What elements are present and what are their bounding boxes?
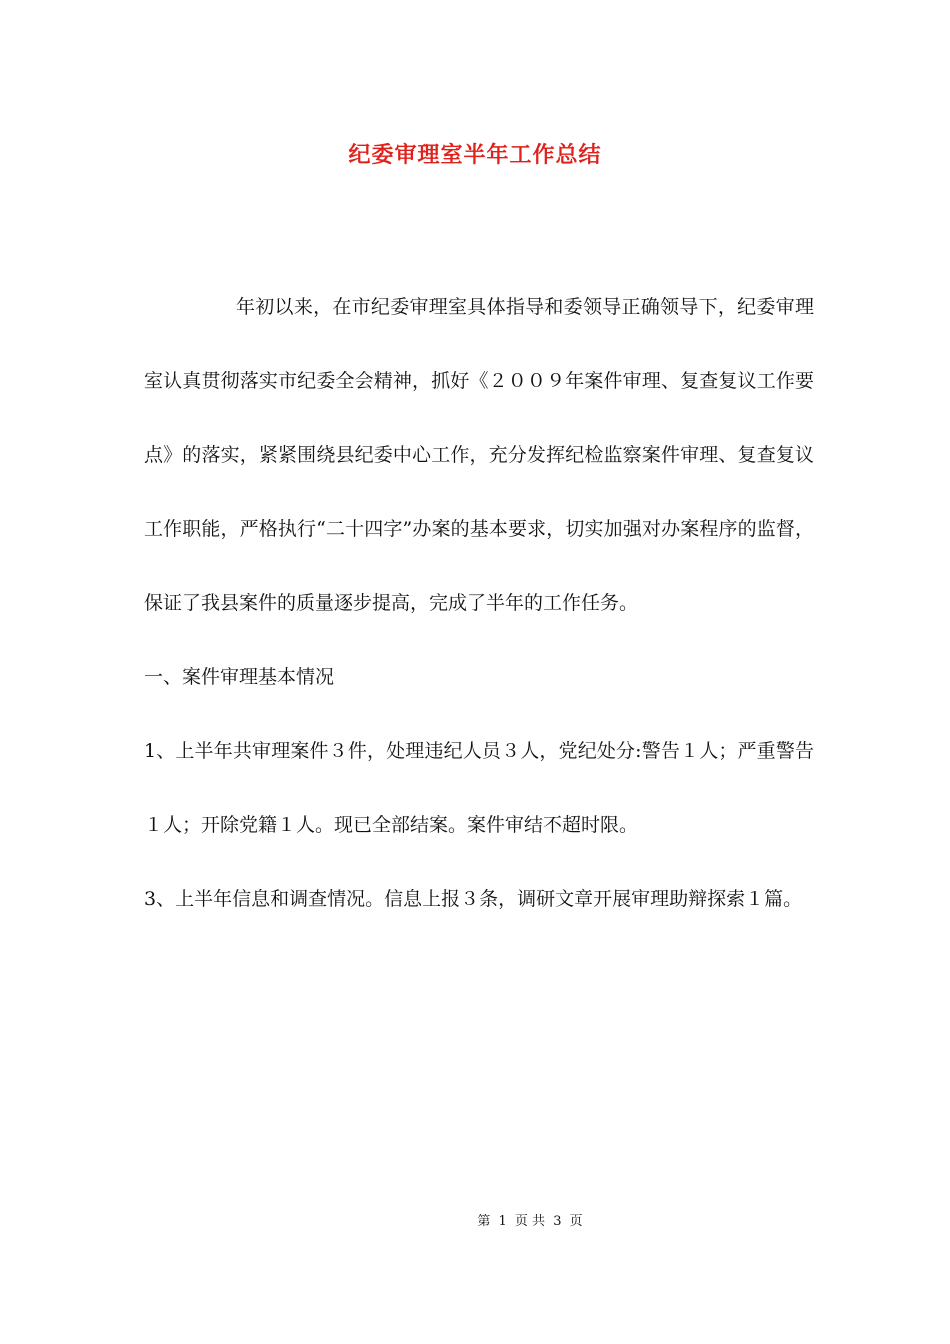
item-paragraph-1: 1、上半年共审理案件３件，处理违纪人员３人，党纪处分:警告１人；严重警告１人；开除党籍１人。现已全部结案。案件审结不超时限。: [144, 740, 814, 836]
item-paragraph-3: 3、上半年信息和调查情况。信息上报３条，调研文章开展审理助辩探索１篇。: [144, 888, 803, 910]
intro-paragraph: 年初以来，在市纪委审理室具体指导和委领导正确领导下，纪委审理室认真贯彻落实市纪委全会精神，抓好《２００９年案件审理、复查复议工作要点》的落实，紧紧围绕县纪委中心工作，充分发挥纪检监察案件审理、复查复议工作职能，严格执行“二十四字”办案的基本要求，切实加强对办案程序的监督，保证了我县案件的质量逐步提高，完成了半年的工作任务。: [144, 296, 814, 614]
footer-middle: 页 共: [514, 1214, 546, 1229]
document-body: [144, 270, 814, 936]
footer-prefix: 第: [477, 1214, 491, 1229]
section-heading: 一、案件审理基本情况: [144, 666, 335, 688]
footer-total-pages: 3: [553, 1214, 562, 1229]
page-footer: [0, 1210, 950, 1229]
footer-current-page: 1: [498, 1214, 507, 1229]
footer-suffix: 页: [569, 1214, 583, 1229]
document-title: 纪委审理室半年工作总结: [348, 142, 602, 168]
